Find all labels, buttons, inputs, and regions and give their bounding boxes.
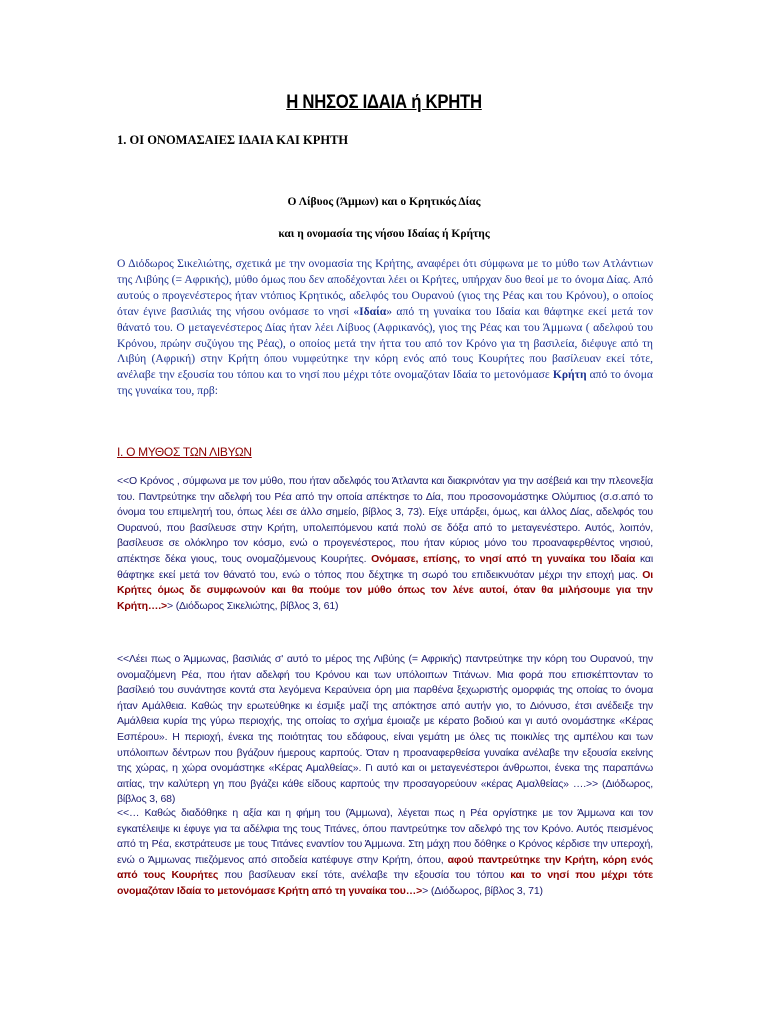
page-title: Η ΝΗΣΟΣ ΙΔΑΙΑ ή ΚΡΗΤΗ [286,92,482,113]
subtitle-1: Ο Λίβυος (Άμμων) και ο Κρητικός Δίας [287,196,481,208]
quote-paragraph-1: <<Ο Κρόνος , σύμφωνα με τον μύθο, που ήταν αδελφός του Άτλαντα και διακρινόταν για την ασέβειά και την πλεονεξία του. Παντρεύτηκε την αδελφή του Ρέα από την οποία απέκτησε το Δία, που προσονομάστηκε Ολύμπιος (σ.σ.από το όνομα του επιμελητή του, όπως λέει σε άλλο σημείο, βίβλος 3, 73). Είχε υπάρξει, όμως, και άλλος Δίας, αδελφός του Ουρανού, που βασίλευσε στην Κρήτη, υπολειπόμενου κατά πολύ σε δόξα από το μεταγενέστερο. Αυτός, λοιπόν, βασίλευσε σε ολόκληρο τον κόσμο, ενώ ο προγενέστερος, που ήταν κύριος μόνο του προαναφερθέντος νησιού, απέκτησε δέκα γιους, τους ονομαζόμενους Κουρήτες. Ονόμασε, επίσης, το νησί από τη γυναίκα του Ιδαία και θάφτηκε εκεί μετά τον θάνατό του, ενώ ο τόπος που δέχτηκε τη σωρό του επιδεικνυόταν μέχρι την εποχή μας. Οι Κρήτες όμως δε συμφωνούν και θα πούμε τον μύθο όπως τον λένε αυτοί, όταν θα μιλήσουμε για την Κρήτη….>> (Διόδωρος Σικελιώτης, βίβλος 3, 61) [117,475,654,612]
quote-paragraph-2: <<Λέει πως ο Άμμωνας, βασιλιάς σ' αυτό το μέρος της Λιβύης (= Αφρικής) παντρεύτηκε την κόρη του Ουρανού, την ονομαζόμενη Ρέα, που ήταν αδελφή του Κρόνου και των υπόλοιπων Τιτάνων. Μια φορά που επισκέπτονταν το βασίλειό του συνάντησε κοντά στα λεγόμενα Κεραύνεια όρη μια παρθένα ξεχωριστής ομορφιάς της οποίας το όνομα ήταν Αμάλθεια. Καθώς την ερωτεύθηκε κι έσμιξε μαζί της απόκτησε από αυτήν γιο, το Διόνυσο, έτσι ανέδειξε την Αμάλθεια κυρία της γύρω περιοχής, της οποίας το σχήμα έμοιαζε με κέρατο βοδιού και γι αυτό ονομάστηκε «Κέρας Εσπέρου». Η περιοχή, ένεκα της ποιότητας του εδάφους, είναι γεμάτη με όλες τις ποικιλίες της αμπέλου και των υπόλοιπων δέντρων που βγάζουν ήμερους καρπούς. Όταν η προαναφερθείσα γυναίκα ανέλαβε την εξουσία εκείνης της χώρας, η χώρα ονομάστηκε «Κέρας Αμαλθείας». Γι αυτό και οι μεταγενέστεροι άνθρωποι, ένεκα της παραπάνω αιτίας, την καλύτερη γη που βγάζει κάθε είδους καρπούς την προσαγορεύουν «κέρας Αμαλθείας» ….>> (Διόδωρος, βίβλος 3, 68) [117,653,653,806]
section-heading-2: Ι. Ο ΜΥΘΟΣ ΤΩΝ ΛΙΒΥΩΝ [117,445,252,459]
section-heading-1: 1. ΟΙ ΟΝΟΜΑΣΑΙΕΣ ΙΔΑΙΑ ΚΑΙ ΚΡΗΤΗ [117,133,349,147]
intro-paragraph: Ο Διόδωρος Σικελιώτης, σχετικά με την ονομασία της Κρήτης, αναφέρει ότι σύμφωνα με το μύθο των Ατλάντιων της Λιβύης (= Αφρικής), μύθο όμως που δεν αποδέχονται λέει οι Κρήτες, υπήρχαν δυο θεοί με το όνομα Δίας. Από αυτούς ο προγενέστερος ήταν ντόπιος Κρητικός, αδελφός του Ουρανού (γιος της Ρέας και του Κρόνου), ο οποίος όταν έγινε βασιλιάς της νήσου ονόμασε το νησί «Ιδαία» από τη γυναίκα του Ιδαία και θάφτηκε εκεί μετά τον θάνατό του. Ο μεταγενέστερος Δίας ήταν λέει Λίβυος (Αφρικανός), γιος της Ρέας και του Άμμωνα ( αδελφού του Κρόνου, πρώην συζύγου της Ρέας), ο οποίος μετά την ήττα του από τον Κρόνο για τη βασιλεία, διέφυγε από τη Λιβύη (Αφρική) στην Κρήτη όπου νυμφεύτηκε την κόρη ενός από τους Κουρήτες που βασίλευαν εκεί τότε, ανέλαβε την εξουσία του τόπου και το νησί που μέχρι τότε ονομαζόταν Ιδαία το μετονόμασε Κρήτη από το όνομα της γυναίκα του, πρβ: [117,257,653,398]
quote-paragraph-3: <<… Καθώς διαδόθηκε η αξία και η φήμη του (Άμμωνα), λέγεται πως η Ρέα οργίστηκε με τον Άμμωνα και τον εγκατέλειψε κι έφυγε για τα αδέλφια της τους Τιτάνες, όπου παντρεύτηκε τον αδελφό της τον Κρόνο. Αυτός πεισμένος από τη Ρέα, εκστράτευσε με τους Τιτάνες εναντίον του Άμμωνα. Στη μάχη που δόθηκε ο Κρόνος κέρδισε την υπεροχή, ενώ ο Άμμωνας πιεζόμενος από σιτοδεία κατέφυγε στην Κρήτη, όπου, αφού παντρεύτηκε την Κρήτη, κόρη ενός από τους Κουρήτες που βασίλευαν εκεί τότε, ανέλαβε την εξουσία του τόπου και το νησί που μέχρι τότε ονομαζόταν Ιδαία το μετονόμασε Κρήτη από τη γυναίκα του…>> (Διόδωρος, βίβλος 3, 71) [117,807,653,897]
subtitle-2: και η ονομασία της νήσου Ιδαίας ή Κρήτης [278,228,490,240]
